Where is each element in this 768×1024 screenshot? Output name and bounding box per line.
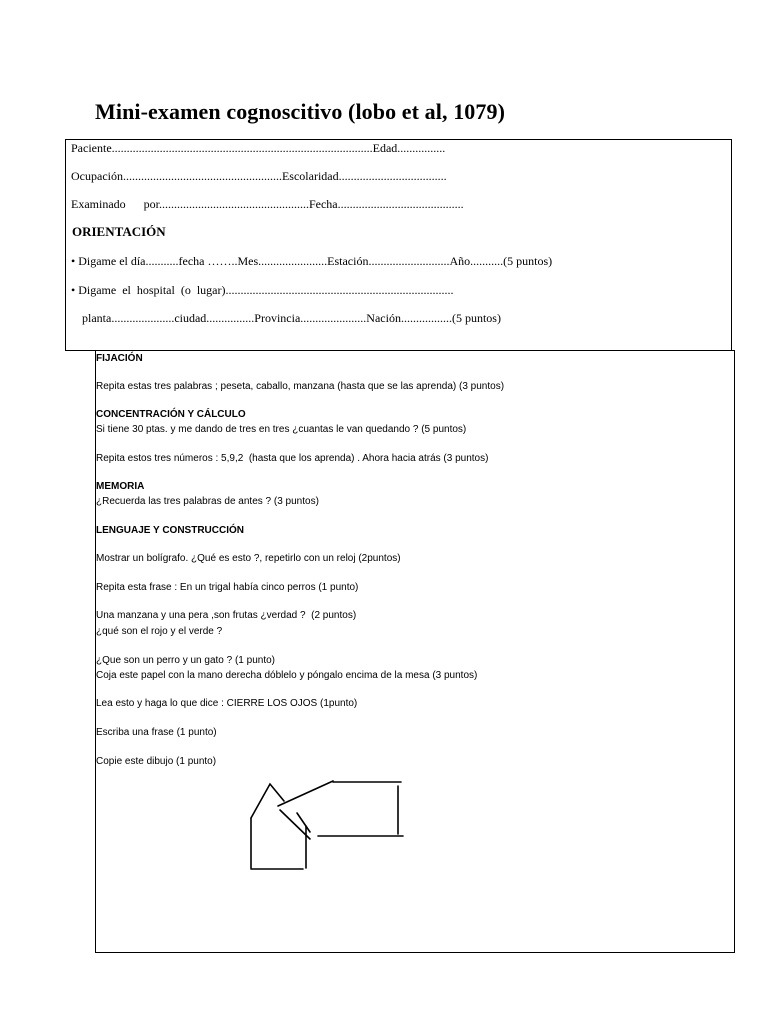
- fixation-heading: FIJACIÓN: [96, 353, 143, 364]
- concentration-question-subtraction: Si tiene 30 ptas. y me dando de tres en tres ¿cuantas le van quedando ? (5 puntos): [96, 424, 467, 435]
- language-question-fruits: Una manzana y una pera ,son frutas ¿verdad ? (2 puntos): [96, 610, 357, 621]
- orientation-question-location: planta.....................ciudad................Provincia......................Nación.................(5 puntos): [82, 311, 501, 325]
- examiner-field: Examinado por..................................................Fecha..........................................: [71, 197, 464, 211]
- language-heading: LENGUAJE Y CONSTRUCCIÓN: [96, 525, 244, 536]
- occupation-field: Ocupación.....................................................Escolaridad....................................: [71, 169, 447, 183]
- drawing-roof-stroke: [251, 784, 284, 818]
- language-question-copy: Copie este dibujo (1 punto): [96, 756, 217, 767]
- concentration-question-numbers: Repita estos tres números : 5,9,2 (hasta que los aprenda) . Ahora hacia atrás (3 puntos): [96, 453, 489, 464]
- fixation-question: Repita estas tres palabras ; peseta, caballo, manzana (hasta que se las aprenda) (3 puntos): [96, 381, 505, 392]
- copy-drawing-figure: [246, 776, 516, 876]
- language-question-colors: ¿qué son el rojo y el verde ?: [96, 626, 223, 637]
- concentration-heading: CONCENTRACIÓN Y CÁLCULO: [96, 409, 246, 420]
- language-question-read: Lea esto y haga lo que dice : CIERRE LOS OJOS (1punto): [96, 698, 358, 709]
- memory-question: ¿Recuerda las tres palabras de antes ? (3 puntos): [96, 496, 319, 507]
- language-question-paper: Coja este papel con la mano derecha dóblelo y póngalo encima de la mesa (3 puntos): [96, 670, 478, 681]
- patient-name-field: Paciente.......................................................................................Edad................: [71, 141, 446, 155]
- language-question-repeat: Repita esta frase : En un trigal había cinco perros (1 punto): [96, 582, 359, 593]
- patient-info-box: [65, 139, 732, 351]
- orientation-question-date: • Digame el día...........fecha ……..Mes.......................Estación...........................Año...........(5 puntos): [71, 254, 553, 268]
- orientation-question-place: • Digame el hospital (o lugar)............................................................................: [71, 283, 454, 297]
- drawing-top-diagonal-stroke: [278, 781, 333, 806]
- language-question-write: Escriba una frase (1 punto): [96, 727, 217, 738]
- language-question-animals: ¿Que son un perro y un gato ? (1 punto): [96, 655, 275, 666]
- page-title: Mini-examen cognoscitivo (lobo et al, 1079): [95, 99, 506, 124]
- orientation-heading: ORIENTACIÓN: [72, 224, 166, 239]
- test-questions-box: [95, 350, 735, 953]
- language-question-pen: Mostrar un bolígrafo. ¿Qué es esto ?, repetirlo con un reloj (2puntos): [96, 553, 401, 564]
- memory-heading: MEMORIA: [96, 481, 145, 492]
